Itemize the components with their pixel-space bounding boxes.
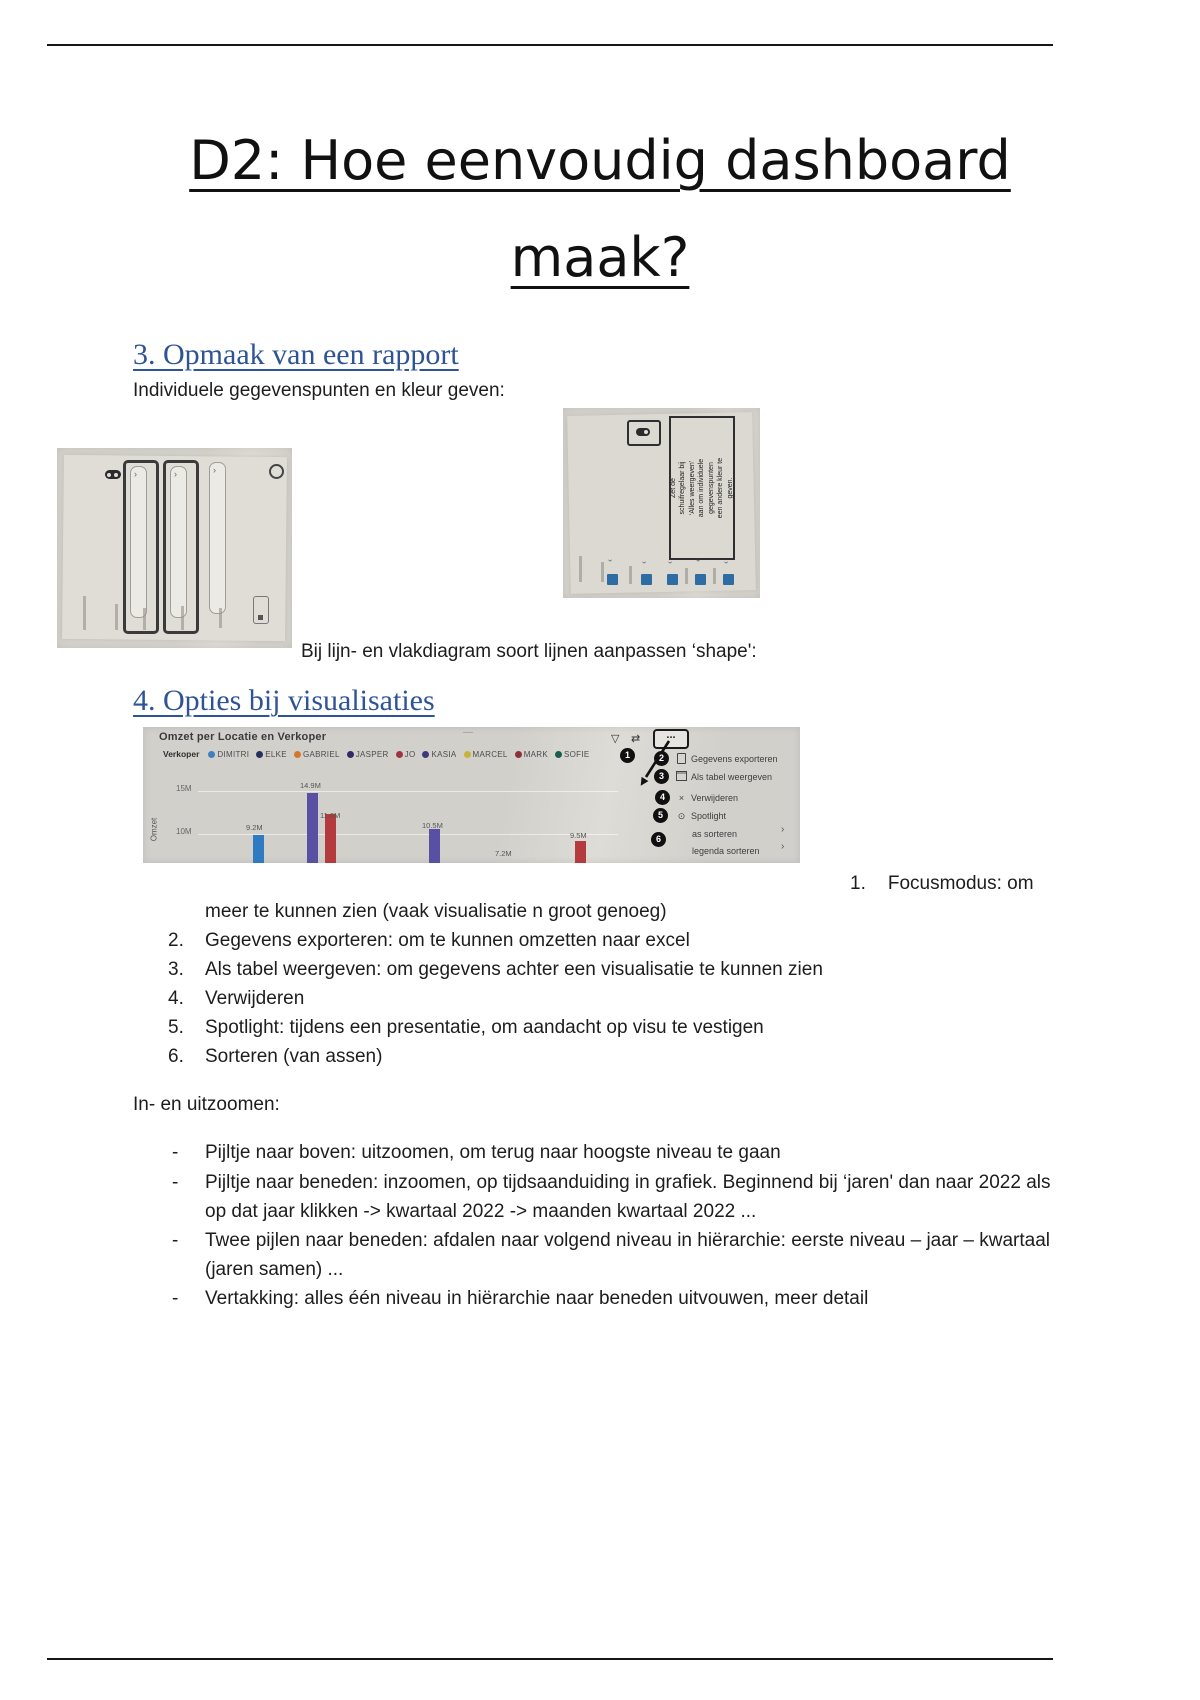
bullet-dash: -: [172, 1288, 179, 1309]
bullet-item: - Pijltje naar beneden: inzoomen, op tijdsaanduiding in grafiek. Beginnend bij ‘jaren' dan naar 2022 als op dat jaar klikken -> kwartaal 2022 -> maanden kwartaal 2022 ...: [172, 1168, 1053, 1226]
list-item-3: 3. Als tabel weergeven: om gegevens achter een visualisatie te kunnen zien: [168, 959, 823, 980]
bar-value-label: 9.2M: [246, 823, 263, 832]
bar-value-label: 10.5M: [422, 821, 443, 830]
y-tick-15m: 15M: [176, 784, 192, 793]
chevron-icon: ›: [665, 561, 675, 564]
bullet-item: - Vertakking: alles één niveau in hiërarchie naar beneden uitvouwen, meer detail: [172, 1284, 1053, 1313]
callout-5: 5: [653, 808, 668, 823]
legend-dot: [396, 751, 403, 758]
rotated-label-mark: [219, 608, 222, 628]
toggle-icon: [269, 464, 284, 479]
table-icon: [676, 771, 687, 781]
photo-format-panel-right: [563, 408, 760, 598]
legend-dot: [555, 751, 562, 758]
legend-dot: [208, 751, 215, 758]
menu-item-export: Gegevens exporteren: [676, 752, 778, 766]
chevron-icon: ›: [639, 561, 649, 564]
document-title-line-2: maak?: [510, 226, 690, 289]
section-4-heading: 4. Opties bij visualisaties: [133, 684, 435, 717]
bar-blue: [253, 835, 264, 863]
legend-dot: [464, 751, 471, 758]
color-swatch: [641, 574, 652, 585]
collapsed-row: [130, 466, 147, 618]
legend-dot: [515, 751, 522, 758]
bullet-item: - Pijltje naar boven: uitzoomen, om terug naar hoogste niveau te gaan: [172, 1138, 1053, 1167]
bullet-item: - Twee pijlen naar beneden: afdalen naar volgend niveau in hiërarchie: eerste niveau – jaar – kwartaal (jaren samen) ...: [172, 1226, 1053, 1284]
bullet-dash: -: [172, 1142, 179, 1163]
menu-item-spotlight: ⊙ Spotlight: [677, 810, 727, 821]
menu-item-show-as-table: Als tabel weergeven: [676, 770, 772, 784]
chart-title: Omzet per Locatie en Verkoper: [159, 731, 327, 743]
bar-red: [325, 814, 336, 863]
legend-entry: ELKE: [256, 750, 287, 759]
legend-dot: [347, 751, 354, 758]
bar-value-label: 11.6M: [320, 811, 341, 820]
menu-item-sort-axis: as sorteren: [692, 829, 738, 839]
photo-chart-screenshot: [143, 727, 800, 863]
legend-dot: [294, 751, 301, 758]
rotated-label-mark: [601, 562, 604, 582]
shape-note: Bij lijn- en vlakdiagram soort lijnen aanpassen ‘shape':: [301, 641, 757, 662]
top-rule: [47, 44, 1053, 46]
rotated-label-mark: [685, 568, 688, 584]
bullet-dash: -: [172, 1230, 179, 1251]
collapsed-row: [170, 466, 187, 618]
color-swatch: [667, 574, 678, 585]
export-icon: [677, 753, 686, 764]
color-swatch: [607, 574, 618, 585]
legend-entry: GABRIEL: [294, 750, 340, 759]
filter-icon: ▽: [611, 733, 620, 745]
legend-entry: JO: [396, 750, 416, 759]
callout-2: 2: [654, 751, 669, 766]
legend-entry: SOFIE: [555, 750, 590, 759]
small-field: [253, 596, 269, 624]
legend-entry: MARK: [515, 750, 548, 759]
close-icon: ×: [678, 793, 685, 803]
legend-entry: DIMITRI: [208, 750, 249, 759]
callout-4: 4: [655, 790, 670, 805]
chevron-icon: ›: [605, 559, 615, 562]
chevron-right-icon: ›: [781, 841, 785, 852]
color-swatch: [695, 574, 706, 585]
list-item-4: 4. Verwijderen: [168, 988, 305, 1009]
section-3-heading: 3. Opmaak van een rapport: [133, 338, 459, 371]
bar-purple: [429, 829, 440, 863]
list-item-2: 2. Gegevens exporteren: om te kunnen omzetten naar excel: [168, 930, 690, 951]
bottom-rule: [47, 1658, 1053, 1660]
rotated-label-mark: [83, 596, 86, 630]
collapsed-row: [209, 462, 226, 614]
chevron-right-icon: ›: [781, 824, 785, 835]
y-axis-label: Omzet: [149, 817, 159, 842]
more-options-icon: ...: [653, 729, 689, 749]
photo-format-panel-left: [57, 448, 292, 648]
legend-entry: MARCEL: [464, 750, 508, 759]
list-item-1-continuation: meer te kunnen zien (vaak visualisatie n groot genoeg): [205, 901, 667, 922]
list-item-5: 5. Spotlight: tijdens een presentatie, om aandacht op visu te vestigen: [168, 1017, 764, 1038]
annotation-text: Zet de schuifregelaar bij ‘Alles weergeven' aan om individuele gegevenspunten een andere kleur te geven.: [669, 457, 734, 519]
drag-handle-icon: —: [463, 727, 473, 738]
spotlight-icon: ⊙: [677, 810, 686, 821]
menu-item-remove: × Verwijderen: [676, 791, 738, 805]
chart-legend: [163, 749, 590, 759]
toggle-icon: [636, 428, 650, 436]
chevron-icon: ›: [174, 469, 177, 479]
toggle-icon: [105, 470, 121, 479]
list-item-1-lead: 1. Focusmodus: om: [850, 873, 1034, 894]
chevron-icon: ›: [134, 469, 137, 479]
rotated-label-mark: [579, 556, 582, 582]
rotated-label-mark: [181, 606, 184, 630]
chevron-icon: ›: [693, 559, 703, 562]
rotated-label-mark: [143, 608, 146, 630]
section-3-intro: Individuele gegevenspunten en kleur geven:: [133, 380, 505, 401]
focus-mode-icon: ⇄: [631, 733, 641, 745]
rotated-label-mark: [713, 568, 716, 584]
legend-entry: KASIA: [422, 750, 456, 759]
legend-title: Verkoper: [163, 749, 200, 759]
chevron-icon: ›: [721, 561, 731, 564]
rotated-label-mark: [115, 604, 118, 630]
bar-value-label: 7.2M: [495, 849, 512, 858]
annotation-box: [669, 416, 735, 560]
document-title-line-1: D2: Hoe eenvoudig dashboard: [189, 129, 1011, 192]
menu-item-sort-legend: legenda sorteren: [692, 846, 760, 856]
callout-3: 3: [654, 769, 669, 784]
chevron-icon: ›: [213, 465, 216, 475]
zoom-section-heading: In- en uitzoomen:: [133, 1094, 280, 1115]
bar-purple: [307, 793, 318, 863]
legend-entry: JASPER: [347, 750, 389, 759]
bullet-dash: -: [172, 1172, 179, 1193]
y-tick-10m: 10M: [176, 827, 192, 836]
legend-dot: [256, 751, 263, 758]
callout-1: 1: [620, 748, 635, 763]
bar-red: [575, 841, 586, 863]
toggle-frame: [627, 420, 661, 446]
rotated-label-mark: [629, 566, 632, 584]
bar-value-label: 9.5M: [570, 831, 587, 840]
callout-6: 6: [651, 832, 666, 847]
list-item-6: 6. Sorteren (van assen): [168, 1046, 383, 1067]
bar-value-label: 14.9M: [300, 781, 321, 790]
color-swatch: [723, 574, 734, 585]
gridline: [198, 791, 618, 792]
legend-dot: [422, 751, 429, 758]
document-title: [0, 112, 1200, 306]
